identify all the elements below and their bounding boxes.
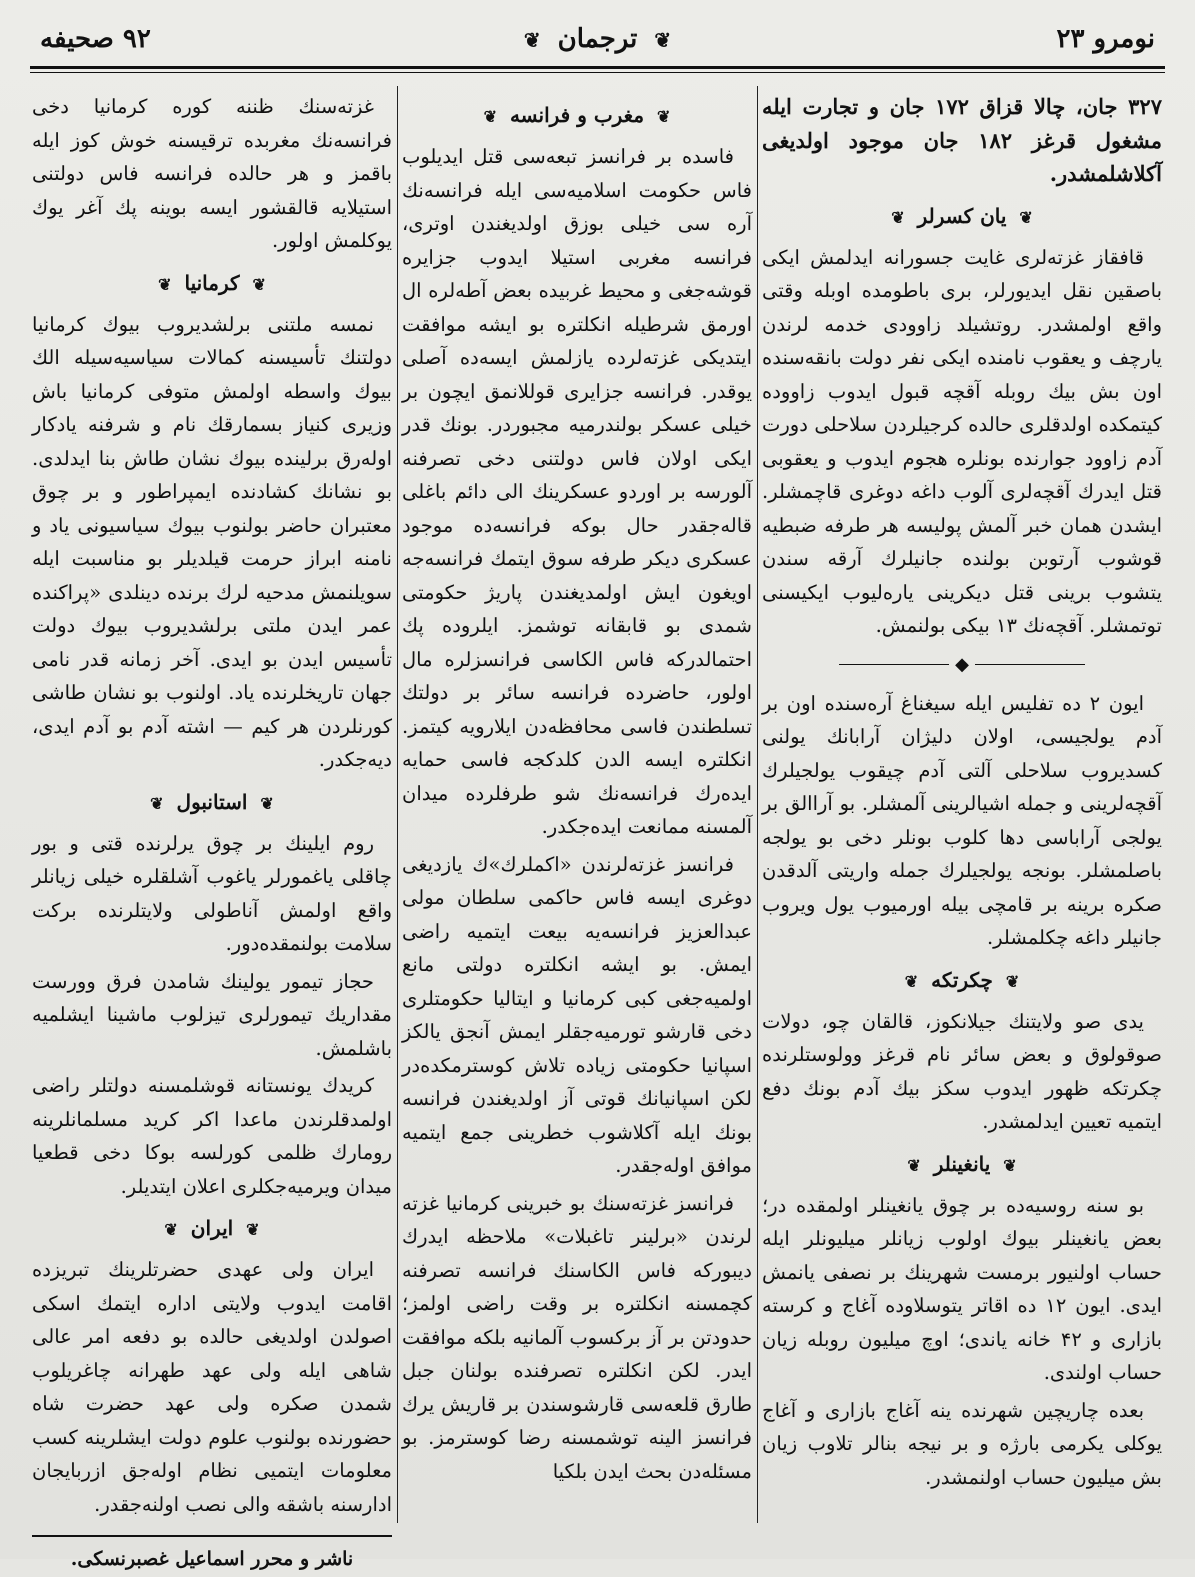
section-heading: [32, 268, 392, 300]
section-heading: [762, 1149, 1162, 1181]
ornament-icon: ❦: [904, 971, 919, 991]
ornament-icon: ❦: [252, 274, 266, 294]
heading-text: کرمانیا: [184, 270, 240, 295]
newspaper-title: [30, 24, 1165, 54]
diamond-icon: ◆: [955, 653, 969, 675]
article-paragraph: ایون ۲ ده تفلیس ایله سیغناغ آرەسنده اون بر آدم یولجیسی، اولان دلیژان آرابانك یولنی کسدیروب سلاحلی آلتی آدم چیقوب یولجیلرك آقچه‌لرینی و جمله اشیالرینی آلمشلر. بو آراالق بر یولجی آراباسی دها کلوب بونلر دخی بو یولجه باصلمشلر. بونجه یولجیلرك جمله واریتی آلدقدن صکره برینه بر قامچی بیله اورمیوب یول ویروب جانیلر داغه چکلمشلر.: [762, 691, 1162, 949]
article-paragraph: بعده چاریچین شهرنده ینه آغاج بازاری و آغاج یوکلی یکرمی بارژه و بر نیجه بنالر تلاوب زیان بش میلیون حساب اولنمشدر.: [762, 1398, 1162, 1489]
article-paragraph: یدی صو ولایتنك جیلانکوز، قالقان چو، دولات صوقولوق و بعض سائر نام قرغز وولوستلرنده چکرتکه ظهور ایدوب سکز بیك آدم بونك دفع ایتمیه تعیین ایدلمشدر.: [762, 1009, 1162, 1133]
publisher-line: ناشر و محرر اسماعیل غصبرنسکی.: [70, 1548, 354, 1570]
column-rule: [757, 86, 758, 1523]
section-heading: [762, 201, 1162, 233]
article-paragraph: فرانسز غزته‌سنك بو خبرینی کرمانیا غزته لرندن «برلینر تاغبلات» ملاحظه ایدرك دیبورکه فاس الکاسنك فرانسه تصرفنه کچمسنه انکلتره بر وقت راضی اولمز؛ حدودتن بر آز برکسوب آلمانیه بلکه موافقت ایدر. لکن انکلتره تصرفنده بولنان جبل طارق قلعه‌سی قارشوسندن بر قاریش یرك فرانسز الینه توشمسنه رضا کوسترمز. بو مسئله‌دن بحث ایدن بلکیا: [402, 1191, 752, 1483]
ornament-icon: ❦: [654, 28, 672, 52]
page-number: ۹۲ صحیفه: [40, 24, 151, 54]
article-paragraph: حجاز تیمور یولینك شامدن فرق وورست مقداریك تیمورلری تیزلوب ماشینا ایشلمیه باشلمش.: [32, 969, 392, 1060]
ornament-icon: ❦: [483, 107, 497, 126]
heading-text: یان کسرلر: [917, 203, 1007, 228]
ornament-icon: ❦: [907, 1155, 921, 1175]
masthead: [30, 18, 1165, 64]
ornament-icon: ❦: [150, 793, 164, 813]
ornament-icon: ❦: [1003, 1155, 1017, 1175]
ornament-icon: ❦: [260, 793, 274, 813]
ornament-icon: ❦: [1005, 971, 1020, 991]
section-heading: [32, 787, 392, 819]
section-heading: [402, 100, 752, 132]
article-paragraph: نمسه ملتنی برلشدیروب بیوك کرمانیا دولتنك تأسیسنه کمالات سیاسیه‌سیله الك بیوك واسطه اولمش متوفی کرمانیا باش وزیری کنیاز بسمارقك نام و شرفنه یادکار اوله‌رق برلینده بیوك نشان طاش بنا ایدلدی. بو نشانك کشادنده ایمپراطور و بر چوق معتبران حاضر بولنوب بیوك سیاسیونی یاد و نامنه ابراز حرمت قیلدیلر بو مناسبت ایله سویلنمش مدحیه لرك برنده دینلدی «پراکنده عمر ایدن ملتی برلشدیروب بیوك دولت تأسیس ایدن بو ایدی. آخر زمانه قدر نامی جهان تاریخلرنده یاد. اولنوب بو نشان طاشی کورنلردن هر کیم — اشته آدم بو آدم ایدی، دیه‌جکدر.: [32, 312, 392, 771]
middle-column: [402, 90, 752, 1519]
heading-text: ایران: [190, 1216, 234, 1240]
article-paragraph: ایران ولی عهدی حضرتلرینك تبریزده اقامت ایدوب ولایتی اداره ایتمك اسکی اصولدن اولدیغی حالده بو دفعه امر عالی شاهی ایله ولی عهد طهرانه چاغریلوب شمدن صکره ولی عهد حضرت شاه حضورنده بولنوب علوم دولت ایشلرینه کسب معلومات ایتمیی نظام اوله‌جق ازربایجان ادارسنه باشقه والی نصب اولنه‌جقدر.: [32, 1258, 392, 1516]
section-heading: [762, 965, 1162, 997]
ornament-icon: ❦: [523, 28, 541, 52]
heading-text: یانغینلر: [933, 1151, 991, 1176]
article-paragraph: غزته‌سنك ظننه کوره کرمانیا دخی فرانسه‌نك مغربده ترقیسنه خوش کوز ایله باقمز و هر حالده فرانسه فاس دولتنی استیلایه قالقشور ایسه بوینه پك آغر یوك یوکلمش اولور.: [32, 95, 392, 252]
article-paragraph: کریدك یونستانه قوشلمسنه دولتلر راضی اولمدقلرندن ماعدا اکر کرید مسلمانلرینه رومارك ظلمی کورلسه بوکا دخی قطعیا میدان ویرمیه‌جکلری اعلان ایتدیلر.: [32, 1074, 392, 1198]
ornament-icon: ❦: [158, 274, 172, 294]
article-paragraph: بو سنه روسیه‌ده بر چوق یانغینلر اولمقده در؛ بعض یانغینلر بیوك اولوب زیانلر میلیونلر ایله حساب اولنیور برمست شهرینك بر نصفی یانمش ایدی. ایون ۱۲ ده اقاتر یتوسلاوده آغاج و کرسته بازاری و ۴۲ خانه یاندی؛ اوچ میلیون روبله زیان حساب اولندی.: [762, 1193, 1162, 1384]
ornament-icon: ❦: [246, 1220, 260, 1239]
heading-text: استانبول: [176, 789, 248, 814]
ornament-icon: ❦: [1019, 207, 1033, 227]
footer-rule: [32, 1535, 392, 1537]
section-divider: [762, 655, 1162, 675]
heading-text: مغرب و فرانسه: [509, 103, 645, 127]
article-paragraph: قافقاز غزته‌لری غایت جسورانه ایدلمش ایکی باصقین نقل ایدیورلر، بری باطومده اوبله وقتی واقع اولمشدر. روتشیلد زاوودی خدمه لرندن یارچف و یعقوب نامنده ایکی نفر دولت بانقه‌سنده اون بش بیك روبله آقچه قبول ایدوب زاووده کیتمکده اولدقلری حالده کرجیلردن سلاحلی دورت آدم زاوود جوارنده بونلره هجوم ایدوب و یعقوبی قتل ایدرك آقچه‌لری آلوب داغه دوغری قاچمشلر. ایشدن همان خبر آلمش پولیسه هر طرفه ضبطیه قوشوب آرتوبن بولنده جانیلرك آرقه سندن یتشوب برینی قتل دیکرینی یاره‌لیوب ایکیسنی توتمشلر. آقچه‌نك ۱۳ بیکی بولنمش.: [762, 245, 1162, 637]
left-column: [32, 90, 392, 1570]
newspaper-name: ترجمان: [557, 24, 638, 54]
ornament-icon: ❦: [891, 207, 905, 227]
article-paragraph: فرانسز غزته‌لرندن «اکملرك»ك یازدیغی دوغری ایسه فاس حاکمی سلطان مولی عبدالعزیز فرانسه‌یه بیعت ایتمیه راضی ایمش. بو ایشه انکلتره دولتی مانع اولمیه‌جغی کبی کرمانیا و ایتالیا حکومتلری دخی قارشو تورمیه‌جقلر ایمش آنجق یالکز اسپانیا حکومتی زیاده تلاش کوسترمکده‌در لکن اسپانیانك قوتی آز اولدیغندن فرانسه بونك ایله آکلاشوب خطرینی جمع ایتمیه موافق اوله‌جقدر.: [402, 852, 752, 1177]
header-rule-thin: [30, 72, 1165, 73]
article-paragraph: روم ایلینك بر چوق یرلرنده قتی و بور چاقلی یاغمورلر یاغوب آشلقلره خیلی زیانلر واقع اولمش آناطولی ولایتلرنده برکت سلامت بولنمقده‌دور.: [32, 831, 392, 955]
article-paragraph: فاسده بر فرانسز تبعه‌سی قتل ایدیلوب فاس حکومت اسلامیه‌سی ایله فرانسه‌نك آره سی خیلی بوزق اولدیغندن اوتری، فرانسه مغربی استیلا ایدوب جزایره قوشه‌جغی و محیط غربیده بعض آطه‌لره ال اورمق شرطیله انکلتره بو ایشه موافقت ایتدیکی غزته‌لرده یازلمش ایسه‌ده آصلی یوقدر. فرانسه جزایری قوللانمق ایچون بر خیلی عسکر بولندرمیه مجبوردر. بونك قدر ایکی اولان فاس دولتنی دخی تصرفنه آلورسه بر اوردو عسکرینك الی دائم باغلی قاله‌جقدر حال بوکه فرانسه‌ده موجود عسکری دیکر طرفه سوق ایتمك فرانسه‌جه اویغون ایش اولمدیغندن پاریژ حکومتی شمدی بو قابقانه توشمز. ایلروده پك احتمالدرکه فاس الکاسی فرانسزلره مال اولور، حاضرده فرانسه سائر بر دولتك تسلطندن فاسی محافظه‌دن ایلارویه کیتمز. انکلتره ایسه الدن کلدکجه فاسی حمایه ایده‌رك فرانسه‌نك شو طرفلرده میدان آلمسنه ممانعت ایده‌جکدر.: [402, 145, 752, 838]
column-rule: [397, 86, 398, 1523]
ornament-icon: ❦: [164, 1220, 178, 1239]
issue-number: نومرو ۲۳: [1056, 24, 1155, 54]
column-intro: ۳۲۷ جان، چالا قزاق ۱۷۲ جان و تجارت ایله مشغول قرغز ۱۸۲ جان موجود اولدیغی آکلاشلمشدر.: [762, 94, 1163, 186]
heading-text: چکرتکه: [931, 967, 993, 992]
header-rule: [30, 66, 1165, 69]
section-heading: [32, 1213, 392, 1245]
right-column: [762, 90, 1162, 1519]
ornament-icon: ❦: [657, 107, 671, 126]
